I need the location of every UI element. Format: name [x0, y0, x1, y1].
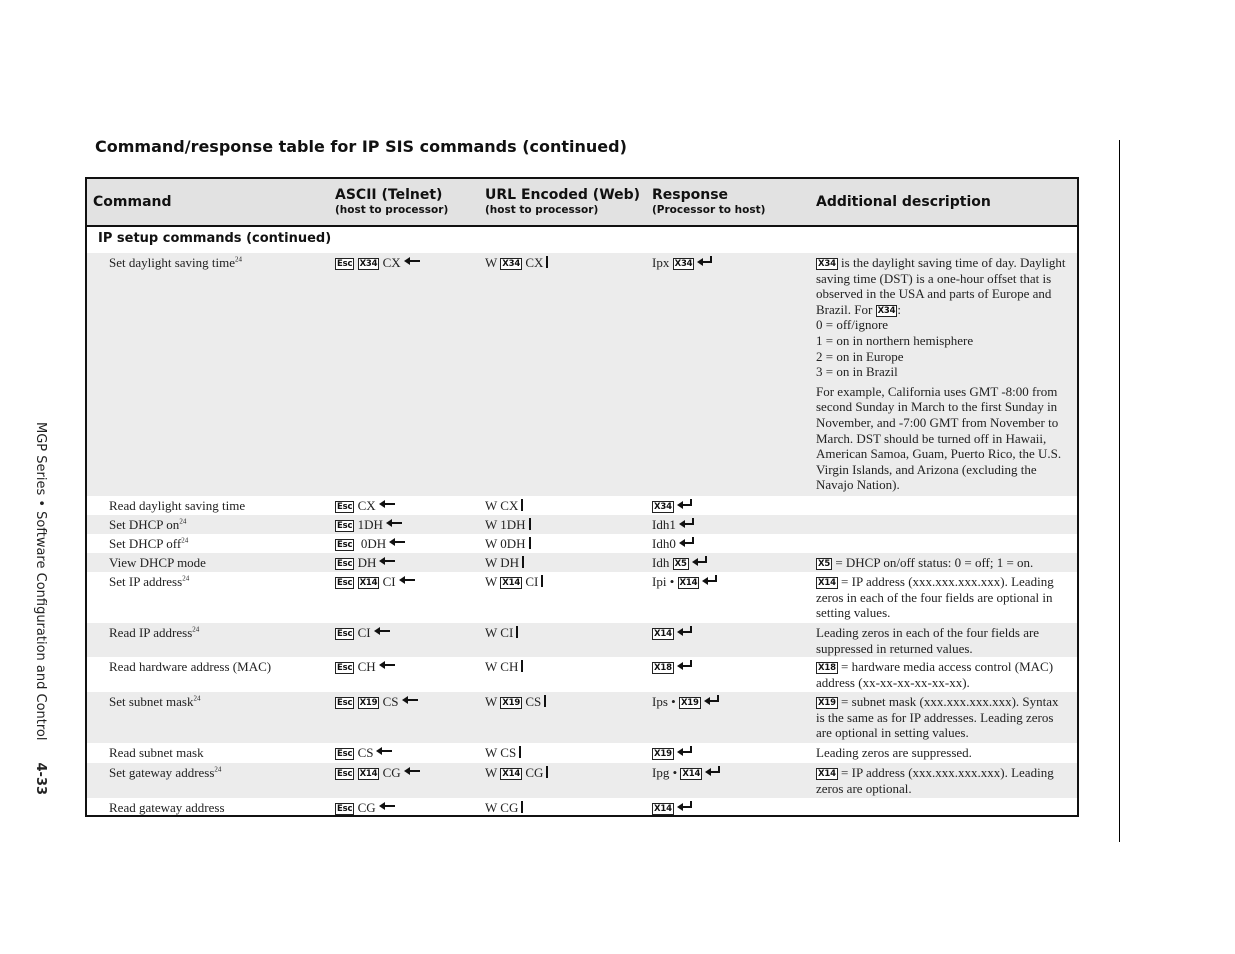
left-arrow-icon — [404, 767, 420, 775]
left-arrow-icon — [379, 802, 395, 810]
command-cell: Read daylight saving time — [109, 498, 246, 513]
margin-rule — [1119, 140, 1120, 842]
url-cell: W X14 CG — [485, 765, 649, 781]
return-arrow-icon — [677, 499, 692, 509]
pipe-terminator-icon — [546, 256, 548, 268]
ascii-cell: Esc X19 CS — [335, 694, 483, 710]
command-cell: Set subnet mask$^{24}$ — [109, 694, 201, 709]
table-row — [87, 534, 1077, 553]
command-cell: Set gateway address$^{24}$ — [109, 765, 222, 780]
response-cell: Ips • X19 — [652, 694, 812, 710]
ascii-cell: Esc X14 CI — [335, 574, 483, 590]
header-response: Response (Processor to host) — [652, 187, 766, 216]
table-row — [87, 743, 1077, 763]
variable-key-icon: X14 — [818, 578, 836, 588]
description-cell: X14 = IP address (xxx.xxx.xxx.xxx). Leading zeros in each of the four fields are optional in setting values. — [816, 574, 1054, 621]
response-cell: Idh1 — [652, 517, 812, 533]
table-header — [87, 179, 1077, 227]
table-row — [87, 657, 1077, 692]
variable-key-icon: X34 — [877, 305, 896, 316]
variable-key-icon: X5 — [818, 559, 831, 569]
response-cell — [652, 659, 812, 675]
variable-key-icon: X34 — [359, 259, 378, 269]
variable-key-icon: X18 — [818, 663, 836, 673]
ascii-cell: Esc CX — [335, 498, 483, 514]
header-command: Command — [93, 194, 172, 210]
command-cell: Read IP address$^{24}$ — [109, 625, 200, 640]
header-ascii: ASCII (Telnet) (host to processor) — [335, 187, 449, 216]
command-cell: Read hardware address (MAC) — [109, 659, 272, 674]
left-arrow-icon — [379, 661, 395, 669]
pipe-terminator-icon — [544, 695, 546, 707]
command-cell: View DHCP mode — [109, 555, 206, 570]
ascii-cell: Esc CH — [335, 659, 483, 675]
left-arrow-icon — [399, 576, 415, 584]
esc-key-icon: Esc — [337, 769, 353, 779]
variable-key-icon: X14 — [502, 769, 521, 779]
url-cell: W CH — [485, 659, 649, 675]
variable-key-icon: X34 — [502, 259, 521, 269]
url-cell: W X14 CI — [485, 574, 649, 590]
response-cell: Ipi • X14 — [652, 574, 812, 590]
pipe-terminator-icon — [546, 766, 548, 778]
table-row — [87, 553, 1077, 572]
left-arrow-icon — [376, 747, 392, 755]
ascii-cell: Esc X14 CG — [335, 765, 483, 781]
ascii-cell: Esc 1DH — [335, 517, 483, 533]
variable-key-icon: X5 — [674, 559, 687, 569]
variable-key-icon: X14 — [654, 804, 672, 814]
pipe-terminator-icon — [522, 556, 524, 568]
pipe-terminator-icon — [521, 660, 523, 672]
table-row — [87, 798, 1077, 815]
description-cell: Leading zeros are suppressed. — [816, 745, 972, 760]
esc-key-icon: Esc — [337, 502, 353, 512]
esc-key-icon: Esc — [337, 629, 353, 639]
variable-key-icon: X19 — [359, 698, 378, 708]
response-cell: Ipx X34 — [652, 255, 812, 271]
left-arrow-icon — [379, 557, 395, 565]
ascii-cell: Esc X34 CX — [335, 255, 483, 271]
header-url-encoded: URL Encoded (Web) (host to processor) — [485, 187, 641, 216]
page-title: Command/response table for IP SIS commands (continued) — [95, 137, 627, 156]
url-cell: W X19 CS — [485, 694, 649, 710]
variable-key-icon: X14 — [818, 769, 836, 779]
return-arrow-icon — [679, 518, 694, 528]
table-row — [87, 515, 1077, 534]
pipe-terminator-icon — [521, 499, 523, 511]
variable-key-icon: X34 — [654, 502, 672, 512]
variable-key-icon: X34 — [674, 259, 693, 269]
description-cell: X14 = IP address (xxx.xxx.xxx.xxx). Leading zeros are optional. — [816, 765, 1054, 796]
return-arrow-icon — [704, 695, 719, 705]
description-cell: X34 is the daylight saving time of day. Daylight saving time (DST) is a one-hour offset that is observed in the USA and parts of Europe and Brazil. For X34 : 0 = off/ignore 1 = on in northern hemisphere 2 = on in Europe 3 = on in Brazil For example, California uses GMT -8:00 from second Sunday in March to the first Sunday in November, and -7:00 GMT from November to March. DST should be turned off in Hawaii, American Samoa, Guam, Puerto Rico, the U.S. Virgin Islands, and Arizona (excluding the Navajo Nation). — [816, 255, 1066, 493]
return-arrow-icon — [697, 256, 712, 266]
variable-key-icon: X14 — [679, 578, 698, 588]
variable-key-icon: X14 — [654, 629, 672, 639]
response-cell: Idh X5 — [652, 555, 812, 571]
command-cell: Set DHCP on$^{24}$ — [109, 517, 187, 532]
left-arrow-icon — [389, 538, 405, 546]
description-cell: X18 = hardware media access control (MAC) address (xx-xx-xx-xx-xx-xx). — [816, 659, 1054, 690]
command-cell: Read gateway address — [109, 800, 225, 815]
variable-key-icon: X19 — [818, 698, 836, 708]
command-cell: Set DHCP off$^{24}$ — [109, 536, 189, 551]
ascii-cell: Esc 0DH — [335, 536, 483, 552]
table-row — [87, 623, 1077, 657]
url-cell: W X34 CX — [485, 255, 649, 271]
return-arrow-icon — [677, 746, 692, 756]
pipe-terminator-icon — [529, 537, 531, 549]
left-arrow-icon — [379, 500, 395, 508]
return-arrow-icon — [677, 660, 692, 670]
command-cell: Set IP address$^{24}$ — [109, 574, 190, 589]
return-arrow-icon — [679, 537, 694, 547]
response-cell — [652, 625, 812, 641]
table-row — [87, 692, 1077, 743]
esc-key-icon: Esc — [337, 259, 353, 269]
left-arrow-icon — [374, 627, 390, 635]
url-cell: W 1DH — [485, 517, 649, 533]
table-row — [87, 572, 1077, 623]
url-cell: W DH — [485, 555, 649, 571]
pipe-terminator-icon — [519, 746, 521, 758]
command-response-table — [85, 177, 1079, 817]
ascii-cell: Esc DH — [335, 555, 483, 571]
header-description: Additional description — [816, 194, 991, 210]
url-cell: W CG — [485, 800, 649, 816]
esc-key-icon: Esc — [337, 540, 353, 550]
pipe-terminator-icon — [529, 518, 531, 530]
description-cell: X19 = subnet mask (xxx.xxx.xxx.xxx). Syntax is the same as for IP addresses. Leading zeros are optional in setting values. — [816, 694, 1059, 741]
response-cell — [652, 745, 812, 761]
variable-key-icon: X18 — [654, 663, 672, 673]
footer-series-title: MGP Series • Software Configuration and Control — [33, 422, 49, 741]
table-row — [87, 763, 1077, 798]
url-cell: W CS — [485, 745, 649, 761]
variable-key-icon: X14 — [359, 578, 378, 588]
variable-key-icon: X19 — [502, 698, 521, 708]
ascii-cell: Esc CI — [335, 625, 483, 641]
response-cell — [652, 800, 812, 816]
return-arrow-icon — [705, 766, 720, 776]
esc-key-icon: Esc — [337, 663, 353, 673]
section-heading: IP setup commands (continued) — [98, 231, 332, 246]
variable-key-icon: X14 — [359, 769, 378, 779]
response-cell: Ipg • X14 — [652, 765, 812, 781]
url-cell: W CX — [485, 498, 649, 514]
variable-key-icon: X14 — [502, 578, 521, 588]
variable-key-icon: X19 — [654, 749, 672, 759]
variable-key-icon: X19 — [680, 698, 699, 708]
command-cell: Read subnet mask — [109, 745, 204, 760]
return-arrow-icon — [677, 626, 692, 636]
ascii-cell: Esc CS — [335, 745, 483, 761]
esc-key-icon: Esc — [337, 749, 353, 759]
return-arrow-icon — [702, 575, 717, 585]
pipe-terminator-icon — [516, 626, 518, 638]
variable-key-icon: X34 — [818, 259, 836, 269]
left-arrow-icon — [402, 696, 418, 704]
return-arrow-icon — [677, 801, 692, 811]
variable-key-icon: X14 — [682, 769, 701, 779]
page-number: 4-33 — [33, 762, 49, 796]
pipe-terminator-icon — [541, 575, 543, 587]
response-cell: Idh0 — [652, 536, 812, 552]
running-footer — [30, 422, 52, 842]
left-arrow-icon — [404, 257, 420, 265]
description-cell: X5 = DHCP on/off status: 0 = off; 1 = on. — [818, 555, 1034, 570]
esc-key-icon: Esc — [337, 804, 353, 814]
left-arrow-icon — [386, 519, 402, 527]
url-cell: W CI — [485, 625, 649, 641]
return-arrow-icon — [692, 556, 707, 566]
esc-key-icon: Esc — [337, 521, 353, 531]
esc-key-icon: Esc — [337, 698, 353, 708]
response-cell — [652, 498, 812, 514]
table-row — [87, 496, 1077, 515]
esc-key-icon: Esc — [337, 578, 353, 588]
pipe-terminator-icon — [521, 801, 523, 813]
ascii-cell: Esc CG — [335, 800, 483, 816]
url-cell: W 0DH — [485, 536, 649, 552]
description-cell: Leading zeros in each of the four fields are suppressed in returned values. — [816, 625, 1040, 656]
command-cell: Set daylight saving time$^{24}$ — [109, 255, 243, 270]
esc-key-icon: Esc — [337, 559, 353, 569]
table-row — [87, 253, 1077, 496]
